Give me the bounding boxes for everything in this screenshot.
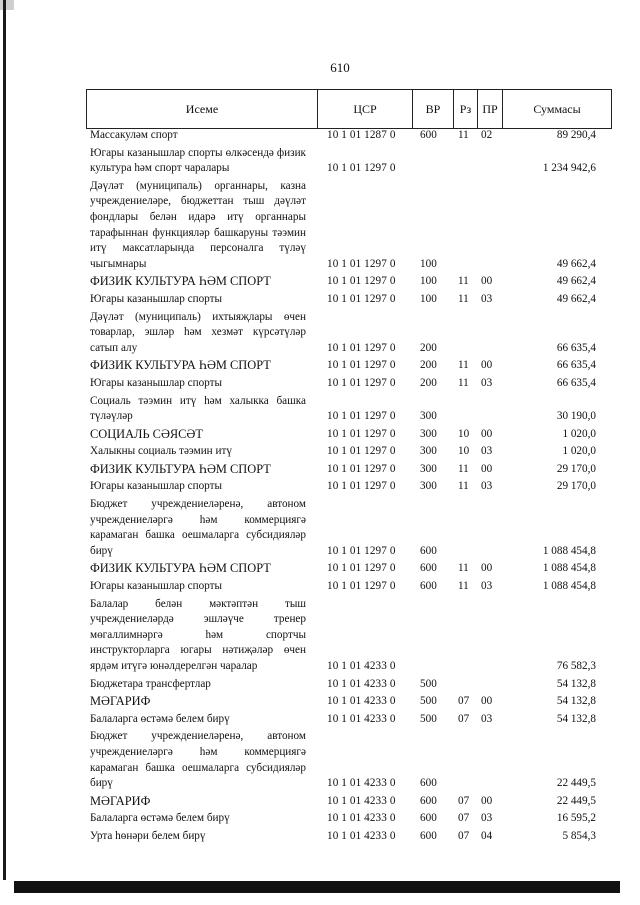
row-csr: 10 1 01 4233 0 <box>327 712 396 725</box>
table-row <box>90 694 596 712</box>
row-vr: 600 <box>420 544 437 557</box>
table-row <box>90 829 596 847</box>
row-name: Массакуләм спорт <box>90 129 178 141</box>
row-name: Бюджетара трансфертлар <box>90 677 211 690</box>
row-vr: 300 <box>420 462 437 475</box>
row-vr: 600 <box>420 777 437 790</box>
row-vr: 300 <box>420 410 437 423</box>
row-name: Урта һөнәри белем бирү <box>90 829 206 842</box>
row-vr: 200 <box>420 341 437 354</box>
table-body <box>90 128 596 847</box>
table-row <box>90 561 596 579</box>
row-csr: 10 1 01 1287 0 <box>327 129 396 141</box>
row-vr: 500 <box>420 677 437 690</box>
row-vr: 600 <box>420 829 437 842</box>
row-vr: 100 <box>420 257 437 270</box>
table-row <box>90 479 596 497</box>
row-name: Дәүләт (муниципаль) органнары, казна учреждениеләре, бюджеттан тыш дәүләт фондлары белән идарә итү органнары тарафыннан функцияләр башкаруны тәэмин итү максатларында персоналга түләү чыгымнары <box>90 179 306 270</box>
table-row <box>90 729 596 793</box>
row-sum: 5 854,3 <box>562 829 596 842</box>
row-csr: 10 1 01 4233 0 <box>327 695 396 708</box>
row-rz: 11 <box>458 480 469 493</box>
table-row <box>90 128 596 146</box>
row-rz: 07 <box>458 794 470 807</box>
row-sum: 1 088 454,8 <box>542 544 596 557</box>
row-pr: 03 <box>481 812 493 825</box>
table-row <box>90 794 596 812</box>
row-rz: 11 <box>458 129 469 141</box>
row-rz: 11 <box>458 359 469 372</box>
header-pr: ПР <box>477 90 502 128</box>
row-rz: 10 <box>458 427 470 440</box>
table-row <box>90 677 596 695</box>
row-sum: 66 635,4 <box>556 359 596 372</box>
row-csr: 10 1 01 1297 0 <box>327 445 396 458</box>
row-csr: 10 1 01 4233 0 <box>327 829 396 842</box>
scan-left-edge <box>3 0 6 880</box>
row-csr: 10 1 01 1297 0 <box>327 410 396 423</box>
row-rz: 11 <box>458 275 469 288</box>
row-rz: 11 <box>458 292 469 305</box>
row-sum: 54 132,8 <box>556 677 596 690</box>
row-rz: 11 <box>458 580 469 593</box>
row-name: Югары казанышлар спорты өлкәсендә физик культура һәм спорт чаралары <box>90 146 306 175</box>
row-name: ФИЗИК КУЛЬТУРА ҺӘМ СПОРТ <box>90 358 271 373</box>
table-row <box>90 462 596 480</box>
row-pr: 00 <box>481 427 493 440</box>
row-vr: 600 <box>420 794 437 807</box>
row-csr: 10 1 01 4233 0 <box>327 777 396 790</box>
row-pr: 04 <box>481 829 493 842</box>
header-rz: Рз <box>453 90 477 128</box>
table-row <box>90 274 596 292</box>
row-vr: 600 <box>420 580 437 593</box>
row-csr: 10 1 01 4233 0 <box>327 794 396 807</box>
table-row <box>90 146 596 179</box>
row-csr: 10 1 01 1297 0 <box>327 359 396 372</box>
row-vr: 200 <box>420 376 437 389</box>
row-sum: 49 662,4 <box>556 275 596 288</box>
table-row <box>90 376 596 394</box>
table-row <box>90 358 596 376</box>
row-vr: 600 <box>420 562 437 575</box>
row-rz: 07 <box>458 712 470 725</box>
row-name: СОЦИАЛЬ СӘЯСӘТ <box>90 426 203 441</box>
row-csr: 10 1 01 1297 0 <box>327 257 396 270</box>
header-csr: ЦСР <box>317 90 412 128</box>
row-csr: 10 1 01 1297 0 <box>327 462 396 475</box>
row-sum: 66 635,4 <box>556 376 596 389</box>
row-pr: 03 <box>481 480 493 493</box>
header-name: Исеме <box>185 101 219 116</box>
row-sum: 1 088 454,8 <box>542 580 596 593</box>
row-sum: 54 132,8 <box>556 712 596 725</box>
row-name: Бюджет учреждениеләренә, автоном учреждениеләргә һәм коммерциягә карамаган башка оешмаларга субсидияләр бирү <box>90 730 306 790</box>
row-rz: 11 <box>458 462 469 475</box>
row-sum: 16 595,2 <box>556 812 596 825</box>
table-row <box>90 427 596 445</box>
row-vr: 500 <box>420 695 437 708</box>
row-pr: 03 <box>481 712 493 725</box>
row-csr: 10 1 01 1297 0 <box>327 480 396 493</box>
row-csr: 10 1 01 1297 0 <box>327 427 396 440</box>
row-pr: 00 <box>481 695 493 708</box>
row-name: Балаларга өстәмә белем бирү <box>90 712 230 725</box>
row-name: ФИЗИК КУЛЬТУРА ҺӘМ СПОРТ <box>90 461 271 476</box>
row-vr: 600 <box>420 812 437 825</box>
row-csr: 10 1 01 1297 0 <box>327 544 396 557</box>
row-name: Югары казанышлар спорты <box>90 580 223 593</box>
row-vr: 300 <box>420 427 437 440</box>
row-name: ФИЗИК КУЛЬТУРА ҺӘМ СПОРТ <box>90 561 271 576</box>
row-pr: 00 <box>481 359 493 372</box>
header-vr: ВР <box>412 90 453 128</box>
row-csr: 10 1 01 4233 0 <box>327 660 396 672</box>
header-sum: Суммасы <box>502 90 611 128</box>
row-name: ФИЗИК КУЛЬТУРА ҺӘМ СПОРТ <box>90 274 271 289</box>
table-row <box>90 179 596 275</box>
row-vr: 500 <box>420 712 437 725</box>
row-sum: 1 020,0 <box>562 427 596 440</box>
row-rz: 07 <box>458 695 470 708</box>
row-pr: 00 <box>481 462 493 475</box>
table-row <box>90 712 596 730</box>
row-pr: 00 <box>481 275 493 288</box>
row-vr: 200 <box>420 359 437 372</box>
row-name: МӘГАРИФ <box>90 793 151 808</box>
row-sum: 22 449,5 <box>556 777 596 790</box>
row-vr: 300 <box>420 445 437 458</box>
row-rz: 11 <box>458 562 469 575</box>
row-name: Балаларга өстәмә белем бирү <box>90 812 230 825</box>
row-name: Социаль тәэмин итү һәм халыкка башка түләүләр <box>90 394 306 423</box>
row-sum: 1 234 942,6 <box>542 162 596 175</box>
row-pr: 03 <box>481 445 493 458</box>
table-header <box>86 89 612 129</box>
row-sum: 1 020,0 <box>562 445 596 458</box>
page-number: 610 <box>330 60 350 75</box>
row-csr: 10 1 01 1297 0 <box>327 292 396 305</box>
row-name: Югары казанышлар спорты <box>90 376 223 389</box>
row-name: МӘГАРИФ <box>90 694 151 709</box>
row-sum: 49 662,4 <box>556 292 596 305</box>
scan-bottom-edge <box>14 881 620 893</box>
row-sum: 1 088 454,8 <box>542 562 596 575</box>
row-sum: 54 132,8 <box>556 695 596 708</box>
row-csr: 10 1 01 1297 0 <box>327 275 396 288</box>
table-row <box>90 597 596 677</box>
row-sum: 49 662,4 <box>556 257 596 270</box>
row-sum: 29 170,0 <box>556 462 596 475</box>
row-csr: 10 1 01 4233 0 <box>327 812 396 825</box>
row-sum: 89 290,4 <box>556 129 596 141</box>
row-vr: 300 <box>420 480 437 493</box>
row-sum: 76 582,3 <box>556 660 596 672</box>
table-row <box>90 444 596 462</box>
row-csr: 10 1 01 1297 0 <box>327 162 396 175</box>
row-name: Халыкны социаль тәэмин итү <box>90 445 232 458</box>
table-row <box>90 310 596 359</box>
row-csr: 10 1 01 1297 0 <box>327 376 396 389</box>
row-name: Югары казанышлар спорты <box>90 292 223 305</box>
row-name: Балалар белән мәктәптән тыш учреждениеләрдә эшләүче тренер мөгаллимнәргә һәм спортчы инструкторларга югары нәтиҗәләр өчен ярдәм итүгә юнәлдерелгән чаралар <box>90 597 306 672</box>
table-row <box>90 579 596 597</box>
row-csr: 10 1 01 1297 0 <box>327 580 396 593</box>
row-vr: 100 <box>420 292 437 305</box>
table-row <box>90 497 596 561</box>
row-sum: 22 449,5 <box>556 794 596 807</box>
row-csr: 10 1 01 4233 0 <box>327 677 396 690</box>
row-name: Югары казанышлар спорты <box>90 480 223 493</box>
row-vr: 600 <box>420 129 437 141</box>
row-rz: 07 <box>458 812 470 825</box>
row-name: Дәүләт (муниципаль) ихтыяҗлары өчен товарлар, эшләр һәм хезмәт күрсәтүләр сатып алу <box>90 310 306 354</box>
row-pr: 03 <box>481 376 493 389</box>
row-pr: 03 <box>481 580 493 593</box>
row-rz: 11 <box>458 376 469 389</box>
row-pr: 03 <box>481 292 493 305</box>
row-pr: 00 <box>481 562 493 575</box>
row-rz: 10 <box>458 445 470 458</box>
row-sum: 30 190,0 <box>556 410 596 423</box>
row-sum: 29 170,0 <box>556 480 596 493</box>
row-csr: 10 1 01 1297 0 <box>327 341 396 354</box>
row-rz: 07 <box>458 829 470 842</box>
table-row <box>90 394 596 427</box>
row-vr: 100 <box>420 275 437 288</box>
table-row <box>90 292 596 310</box>
row-pr: 00 <box>481 794 493 807</box>
row-sum: 66 635,4 <box>556 341 596 354</box>
row-pr: 02 <box>481 129 493 141</box>
row-csr: 10 1 01 1297 0 <box>327 562 396 575</box>
row-name: Бюджет учреждениеләренә, автоном учреждениеләргә һәм коммерциягә карамаган башка оешмаларга субсидияләр бирү <box>90 498 306 557</box>
table-row <box>90 811 596 829</box>
